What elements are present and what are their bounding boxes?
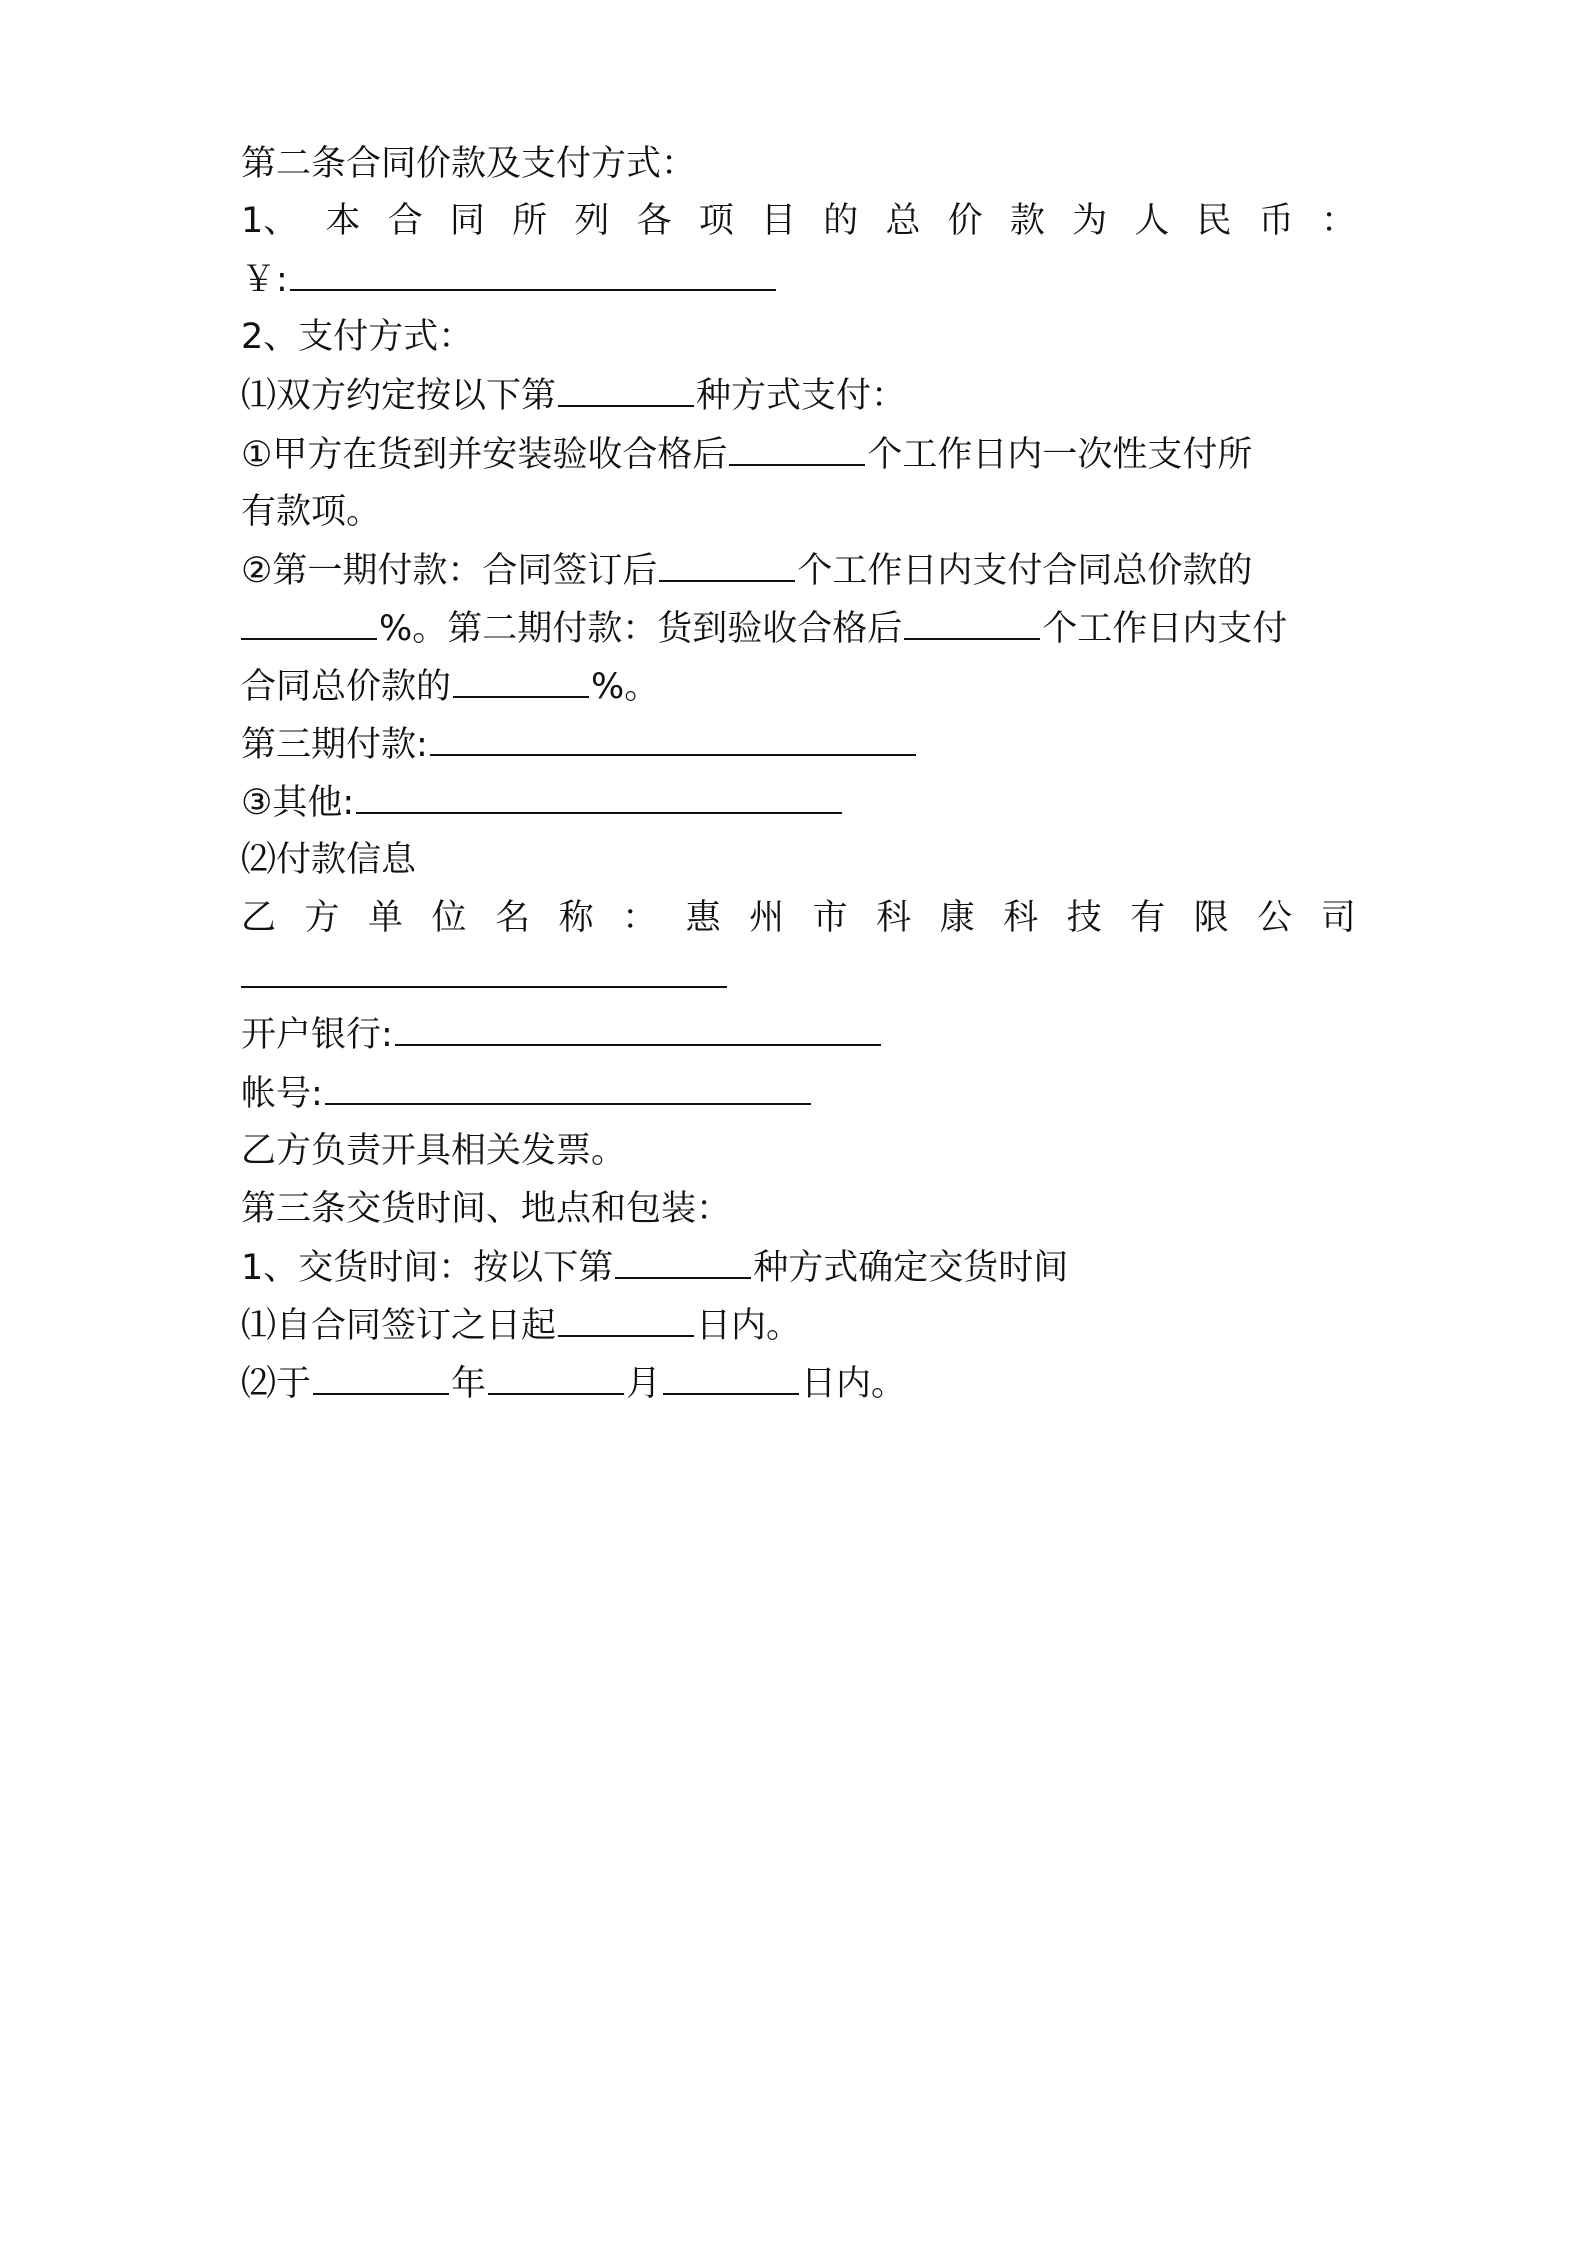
- delivery-line: [241, 1243, 1356, 1292]
- month-label: 月: [626, 1364, 662, 1404]
- option1-continuation: 有款项。: [241, 492, 382, 532]
- option1-prefix: ①甲方在货到并安装验收合格后: [241, 435, 728, 475]
- option2-line3: [241, 662, 1356, 711]
- delivery-option2: [241, 1359, 1356, 1408]
- method-suffix: 种方式支付：: [696, 376, 907, 416]
- bank-label: 开户银行:: [241, 1015, 393, 1055]
- spread-char: 单: [368, 898, 404, 938]
- option2-line3-prefix: 合同总价款的: [241, 667, 452, 707]
- account-blank[interactable]: [325, 1069, 811, 1105]
- method-prefix: ⑴双方约定按以下第: [241, 376, 557, 416]
- spread-char: 价: [947, 201, 983, 241]
- clause2-heading: 2、支付方式：: [241, 317, 474, 357]
- party-b-name-line: [241, 894, 1356, 942]
- phase1-days-blank[interactable]: [659, 546, 795, 582]
- phase1-percent-blank[interactable]: [241, 604, 377, 640]
- delivery-month-blank[interactable]: [488, 1359, 624, 1395]
- option2-prefix: ②第一期付款：合同签订后: [241, 551, 658, 591]
- payment-method-line: [241, 371, 1356, 420]
- spread-char: 为: [1072, 201, 1108, 241]
- article3-heading: 第三条交货时间、地点和包装：: [241, 1189, 732, 1229]
- spread-char: 市: [812, 898, 848, 938]
- spread-char: 币: [1258, 201, 1294, 241]
- spread-char: 款: [1009, 201, 1045, 241]
- spread-char: 限: [1193, 898, 1229, 938]
- spread-char: 有: [1130, 898, 1166, 938]
- phase3-line: [241, 720, 1356, 769]
- spread-char: 所: [512, 201, 548, 241]
- spread-char: 方: [304, 898, 340, 938]
- spread-char: 项: [698, 201, 734, 241]
- party-b-blank-line: [241, 952, 1356, 1001]
- delivery-year-blank[interactable]: [313, 1359, 449, 1395]
- other-blank[interactable]: [356, 778, 842, 814]
- spread-char: ：: [1320, 201, 1356, 241]
- clause1-label: 1、: [241, 201, 299, 241]
- spread-char: 总: [885, 201, 921, 241]
- percent-end: %。: [591, 667, 660, 707]
- party-b-name-blank[interactable]: [241, 952, 727, 988]
- option2-suffix: 个工作日内支付合同总价款的: [797, 551, 1253, 591]
- phase2-percent-blank[interactable]: [453, 662, 589, 698]
- delivery-day-blank[interactable]: [663, 1359, 799, 1395]
- spread-char: 科: [1003, 898, 1039, 938]
- option1-line: [241, 430, 1356, 479]
- bank-line: [241, 1010, 1356, 1059]
- delivery-opt1-suffix: 日内。: [696, 1306, 802, 1346]
- spread-char: 名: [495, 898, 531, 938]
- payment-info-heading: ⑵付款信息: [241, 840, 417, 880]
- spread-char: 位: [431, 898, 467, 938]
- spread-char: 司: [1320, 898, 1356, 938]
- delivery-prefix: 1、交货时间：按以下第: [241, 1248, 614, 1288]
- spread-char: 惠: [685, 898, 721, 938]
- year-label: 年: [451, 1364, 487, 1404]
- phase2-days-blank[interactable]: [904, 604, 1040, 640]
- account-label: 帐号:: [241, 1074, 323, 1114]
- delivery-days-blank[interactable]: [558, 1301, 694, 1337]
- currency-prefix: ￥:: [241, 260, 288, 300]
- spread-char: 的: [823, 201, 859, 241]
- spread-char: 州: [749, 898, 785, 938]
- spread-char: 乙: [241, 898, 277, 938]
- option2-line2-mid: %。第二期付款：货到验收合格后: [379, 609, 903, 649]
- bank-blank[interactable]: [395, 1010, 881, 1046]
- delivery-opt2-prefix: ⑵于: [241, 1364, 312, 1404]
- delivery-option1: [241, 1301, 1356, 1350]
- spread-char: 技: [1066, 898, 1102, 938]
- spread-char: 合: [387, 201, 423, 241]
- spread-char: 本: [325, 201, 361, 241]
- spread-char: 公: [1257, 898, 1293, 938]
- day-suffix: 日内。: [801, 1364, 907, 1404]
- spread-char: 同: [449, 201, 485, 241]
- method-choice-blank[interactable]: [558, 371, 694, 407]
- spread-char: 目: [761, 201, 797, 241]
- spread-char: 称: [558, 898, 594, 938]
- clause1-line: [241, 197, 1356, 245]
- total-price-blank[interactable]: [290, 255, 776, 291]
- spread-char: 康: [939, 898, 975, 938]
- option1-days-blank[interactable]: [729, 430, 865, 466]
- spread-char: 科: [876, 898, 912, 938]
- delivery-suffix: 种方式确定交货时间: [753, 1248, 1069, 1288]
- delivery-method-blank[interactable]: [615, 1243, 751, 1279]
- option1-suffix: 个工作日内一次性支付所: [867, 435, 1253, 475]
- spread-char: ：: [622, 898, 658, 938]
- phase3-blank[interactable]: [430, 720, 916, 756]
- currency-line: [241, 255, 1356, 304]
- phase3-label: 第三期付款:: [241, 725, 428, 765]
- article2-heading: 第二条合同价款及支付方式：: [241, 144, 697, 184]
- option2-line2: [241, 604, 1356, 653]
- other-label: ③其他:: [241, 783, 355, 823]
- option2-line1: [241, 546, 1356, 595]
- invoice-note: 乙方负责开具相关发票。: [241, 1131, 627, 1171]
- other-line: [241, 778, 1356, 827]
- account-line: [241, 1069, 1356, 1118]
- spread-char: 民: [1196, 201, 1232, 241]
- delivery-opt1-prefix: ⑴自合同签订之日起: [241, 1306, 557, 1346]
- spread-char: 人: [1134, 201, 1170, 241]
- spread-char: 各: [636, 201, 672, 241]
- option2-line2-suffix: 个工作日内支付: [1042, 609, 1288, 649]
- spread-char: 列: [574, 201, 610, 241]
